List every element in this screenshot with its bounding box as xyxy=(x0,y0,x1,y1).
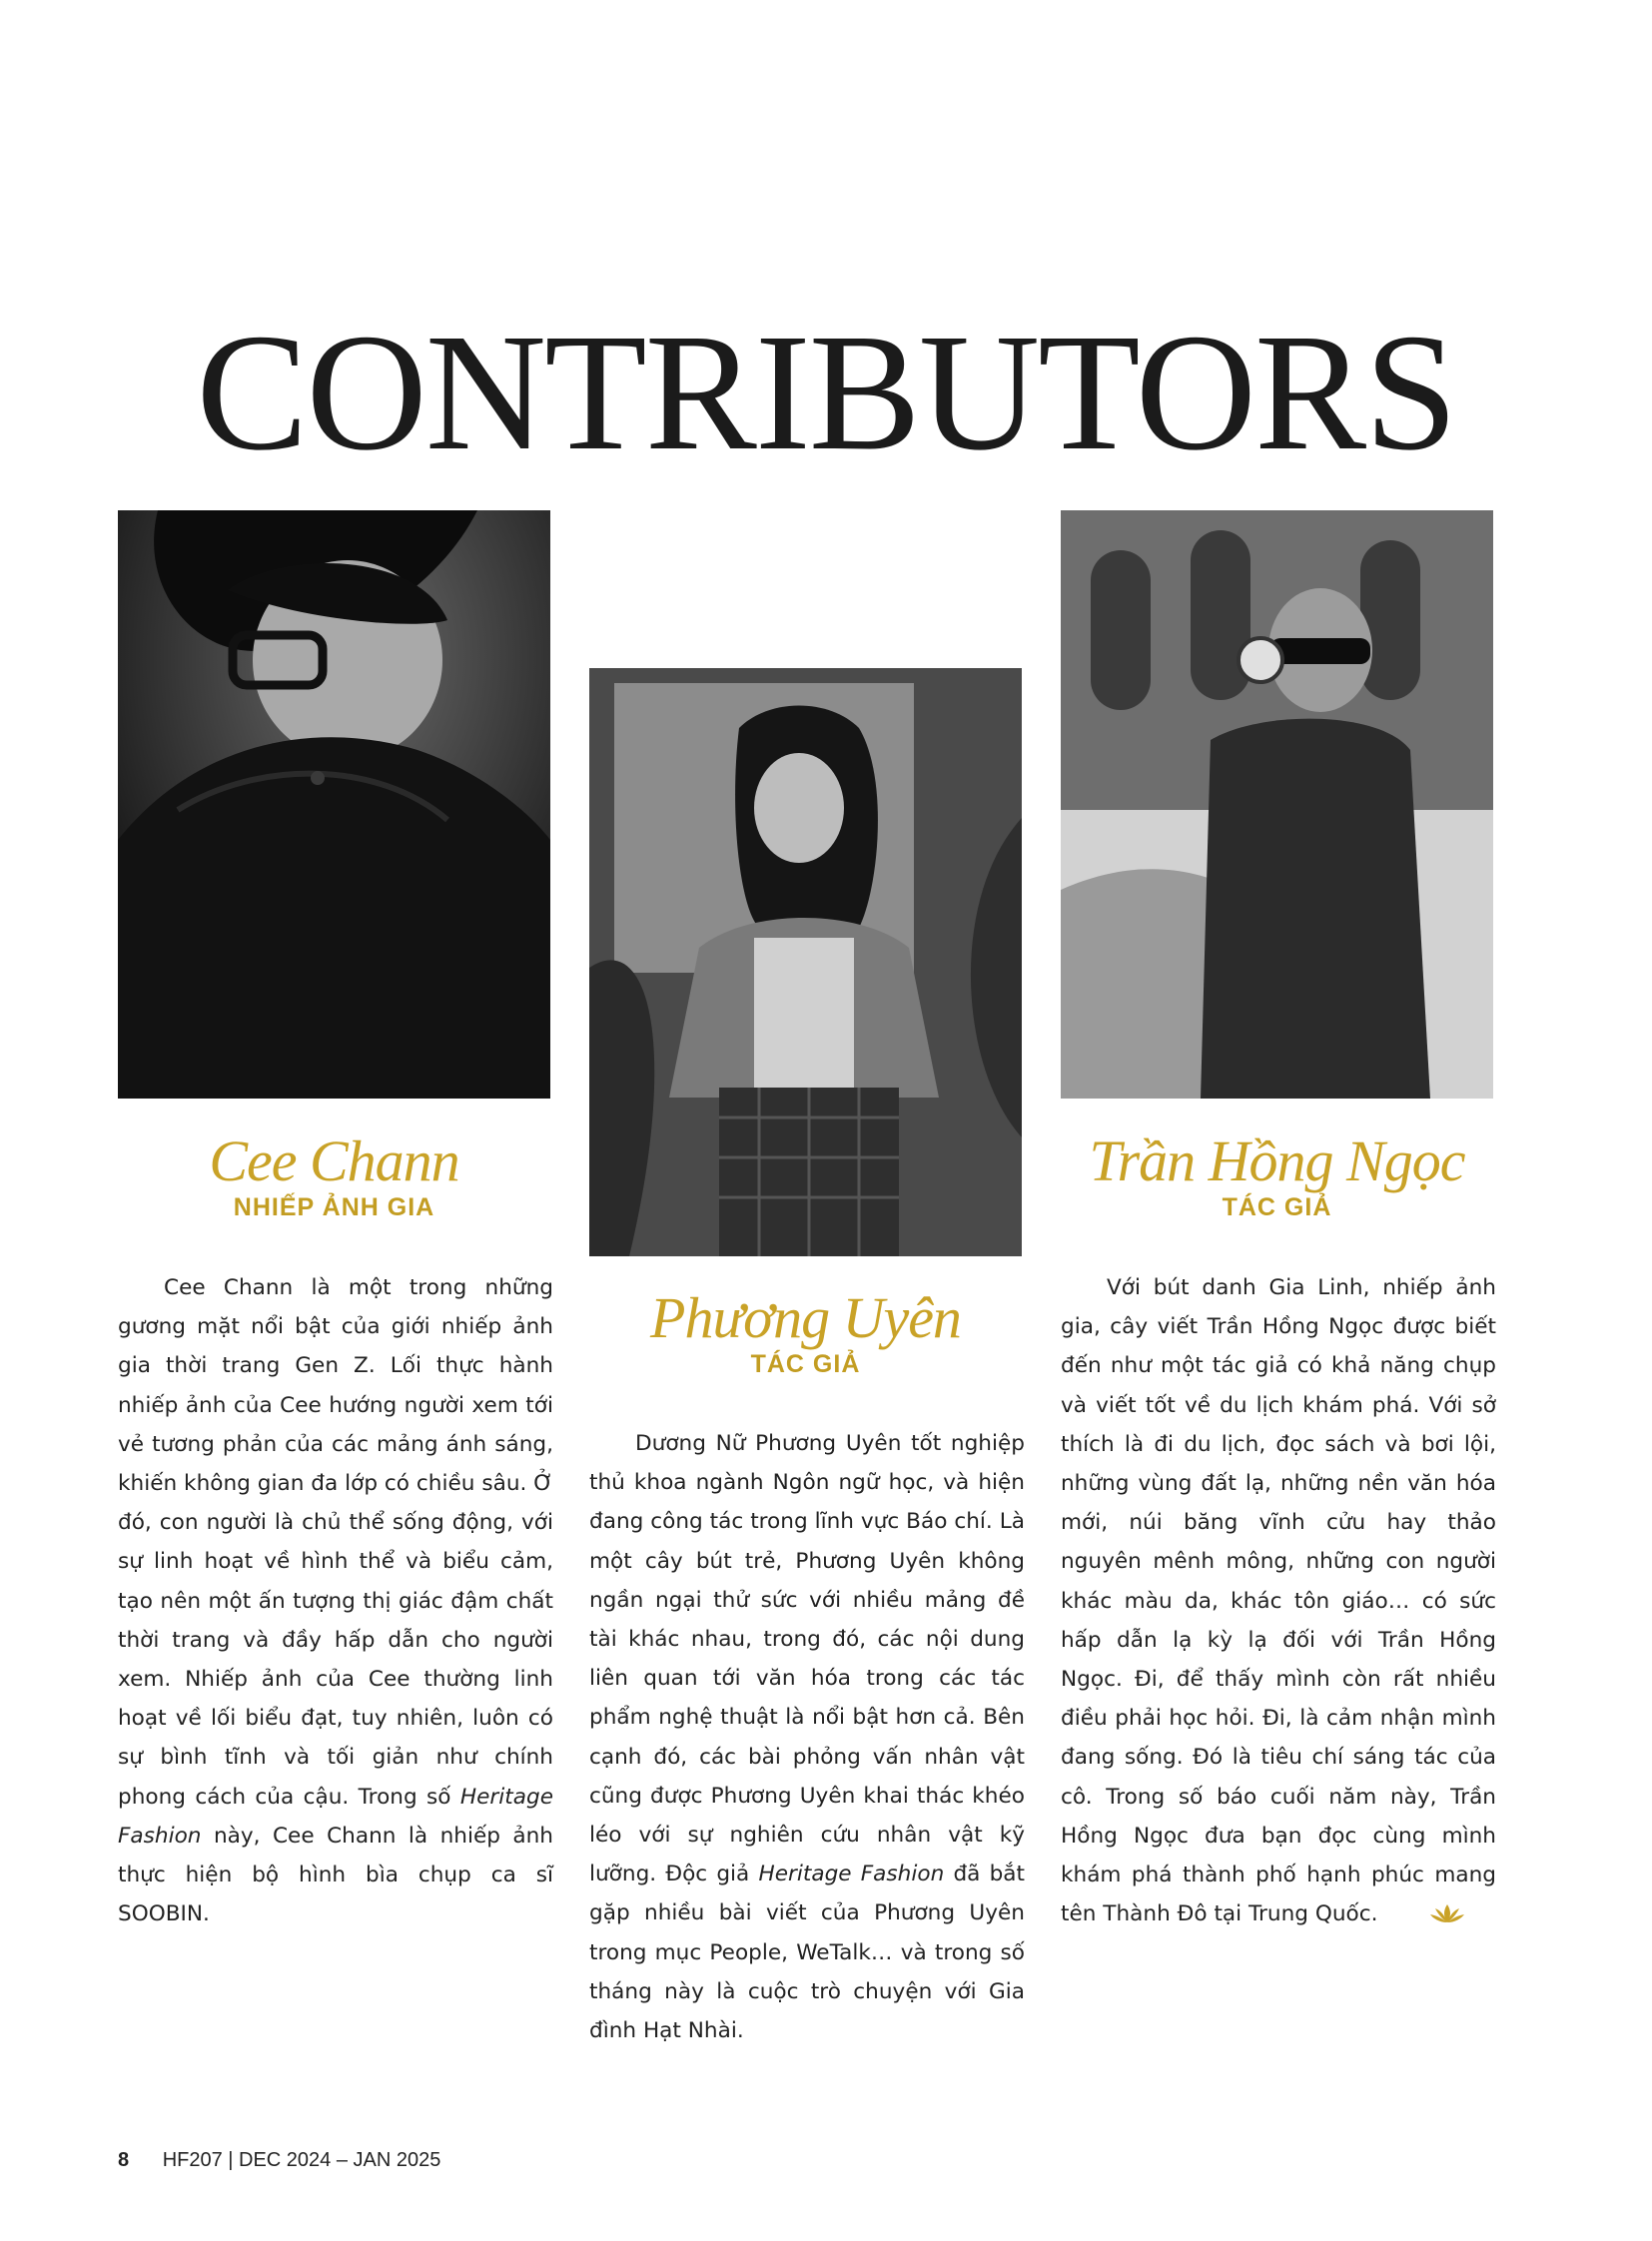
contributor-role: TÁC GIẢ xyxy=(750,1350,861,1378)
page-footer xyxy=(118,2149,440,2172)
contributor-photo-phuong-uyen xyxy=(589,668,1022,1256)
page-title: CONTRIBUTORS xyxy=(196,299,1456,485)
contributor-photo-cee-chann xyxy=(118,510,550,1099)
contributor-name: Trần Hồng Ngọc xyxy=(1089,1128,1465,1193)
contributor-bio: Dương Nữ Phương Uyên tốt nghiệp thủ khoa ngành Ngôn ngữ học, và hiện đang công tác trong lĩnh vực Báo chí. Là một cây bút trẻ, Phương Uyên không ngần ngại thử sức với nhiều mảng đề tài khác nhau, trong đó, các nội dung liên quan tới văn hóa trong các tác phẩm nghệ thuật là nổi bật hơn cả. Bên cạnh đó, các bài phỏng vấn nhân vật cũng được Phương Uyên khai thác khéo léo với sự nghiên cứu nhân vật kỹ lưỡng. Độc giả Heritage Fashion đã bắt gặp nhiều bài viết của Phương Uyên trong mục People, WeTalk… và trong số tháng này là cuộc trò chuyện với Gia đình Hạt Nhài. xyxy=(589,1431,1025,2044)
lotus-icon xyxy=(1383,1898,1465,1937)
page-number: 8 xyxy=(118,2149,130,2171)
contributor-role: NHIẾP ẢNH GIA xyxy=(233,1193,435,1221)
issue-label: HF207 | DEC 2024 – JAN 2025 xyxy=(162,2149,441,2171)
contributor-bio: Với bút danh Gia Linh, nhiếp ảnh gia, cây viết Trần Hồng Ngọc được biết đến như một tác giả có khả năng chụp và viết tốt về du lịch khám phá. Với sở thích là đi du lịch, đọc sách và bơi lội, những vùng đất lạ, những nền văn hóa mới, núi băng vĩnh cửu hay thảo nguyên mênh mông, những con người khác màu da, khác tôn giáo… có sức hấp dẫn lạ kỳ lạ đối với Trần Hồng Ngọc. Đi, để thấy mình còn rất nhiều điều phải học hỏi. Đi, là cảm nhận mình đang sống. Đó là tiêu chí sáng tác của cô. Trong số báo cuối năm này, Trần Hồng Ngọc đưa bạn đọc cùng mình khám phá thành phố hạnh phúc mang tên Thành Đô tại Trung Quốc. xyxy=(1061,1268,1496,1937)
contributor-name: Cee Chann xyxy=(209,1128,459,1193)
contributor-photo-tran-hong-ngoc xyxy=(1061,510,1493,1099)
contributor-bio: Cee Chann là một trong những gương mặt nổi bật của giới nhiếp ảnh gia thời trang Gen Z. Lối thực hành nhiếp ảnh của Cee hướng người xem tới vẻ tương phản của các mảng ánh sáng, khiến không gian đa lớp có chiều sâu. Ở đó, con người là chủ thể sống động, với sự linh hoạt về hình thể và biểu cảm, tạo nên một ấn tượng thị giác đậm chất thời trang và đầy hấp dẫn cho người xem. Nhiếp ảnh của Cee thường linh hoạt về lối biểu đạt, tuy nhiên, luôn có sự bình tĩnh và tối giản như chính phong cách của cậu. Trong số Heritage Fashion này, Cee Chann là nhiếp ảnh thực hiện bộ hình bìa chụp ca sĩ SOOBIN. xyxy=(118,1275,553,1927)
contributor-role: TÁC GIẢ xyxy=(1222,1193,1332,1221)
contributor-name: Phương Uyên xyxy=(650,1285,961,1350)
